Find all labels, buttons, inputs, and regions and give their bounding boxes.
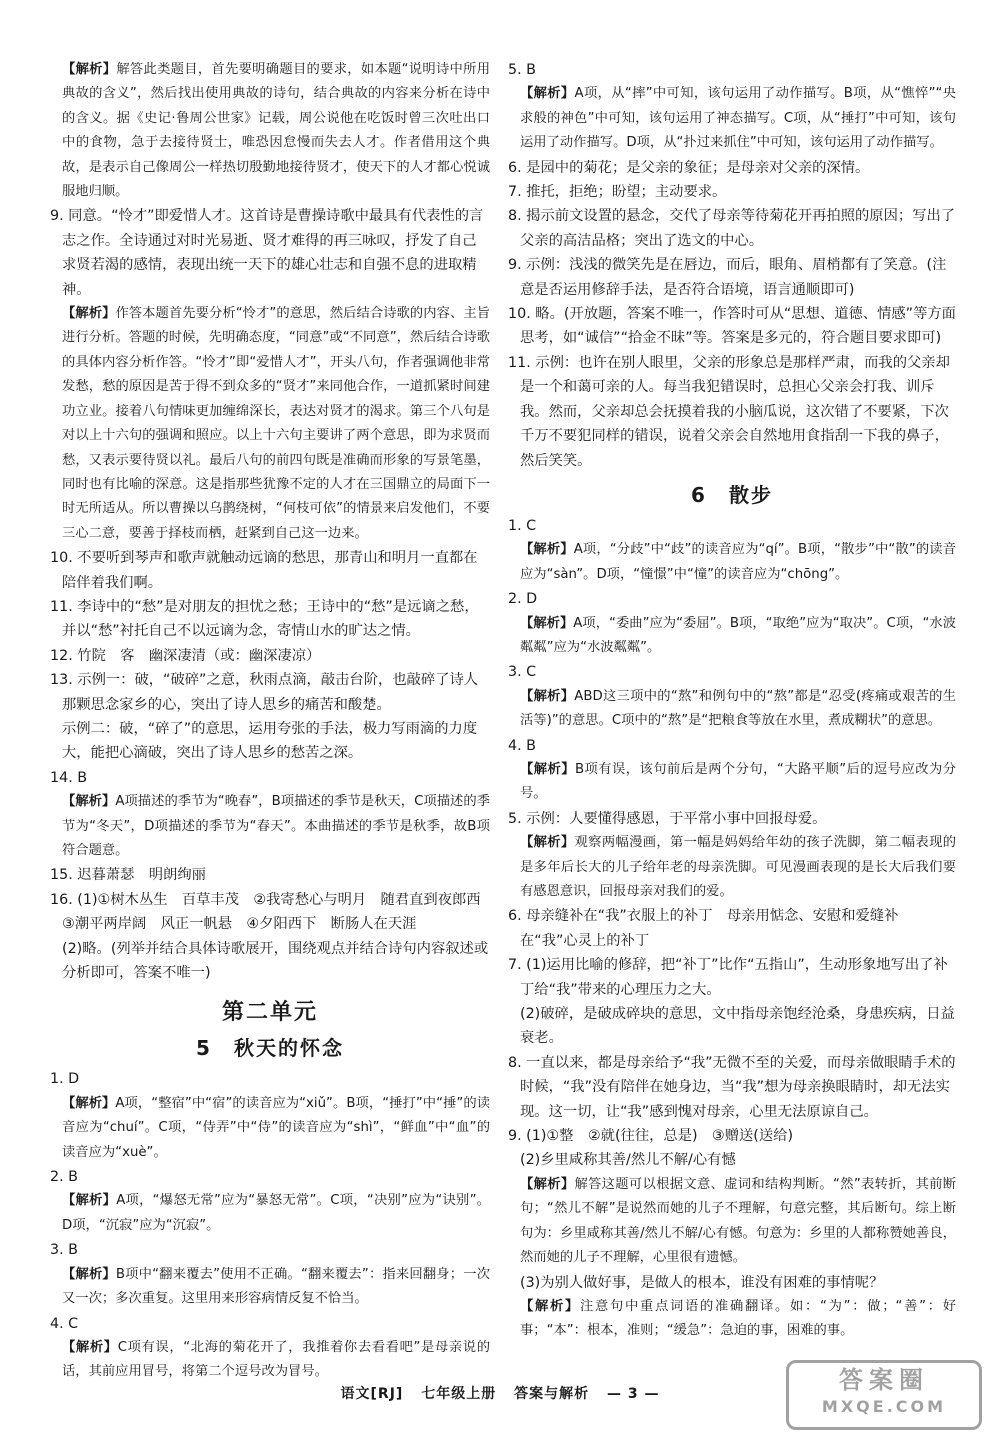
answer-item: [508, 807, 956, 831]
analysis-tag: 【解析】: [520, 1298, 581, 1314]
page-number: — 3 —: [606, 1386, 660, 1402]
answer-item: [508, 1051, 956, 1124]
analysis-block: [50, 58, 490, 204]
analysis-tag: 【解析】: [520, 761, 575, 777]
block-text: 6 散步: [691, 482, 773, 507]
analysis-block: [50, 1336, 490, 1385]
block-text: 8. 一直以来，都是母亲给予“我”无微不至的关爱，而母亲做眼睛手术的时候，“我”没有陪伴在她身边，当“我”想为母亲换眼睛时，却无法实现。这一切，让“我”感到愧对母亲，心里无法原谅自己。: [508, 1054, 956, 1120]
analysis-tag: 【解析】: [62, 1266, 116, 1282]
block-text: 4. B: [508, 737, 536, 754]
answer-subitem: [508, 1148, 956, 1172]
right-column: [508, 58, 956, 1344]
answer-item: [508, 734, 956, 758]
answer-item: [50, 888, 490, 912]
answer-item: [50, 546, 490, 595]
analysis-tag: 【解析】: [520, 835, 575, 851]
answer-item: [50, 204, 490, 302]
block-text: 11. 李诗中的“愁”是对朋友的担忧之愁；王诗中的“愁”是远谪之愁，并以“愁”衬托自己不以远谪为念，寄情山水的旷达之情。: [50, 598, 479, 640]
watermark-logo: [786, 1360, 982, 1430]
analysis-block: [508, 831, 956, 904]
block-text: 14. B: [50, 769, 88, 786]
block-text: 8. 揭示前文设置的悬念，交代了母亲等待菊花开再拍照的原因；写出了父亲的高洁品格；突出了选文的中心。: [508, 208, 956, 249]
answer-subitem: [508, 1002, 956, 1051]
answer-item: [508, 351, 956, 473]
block-text: 2. D: [508, 591, 538, 608]
answer-item: [50, 863, 490, 887]
block-text: 作答本题首先要分析“怜才”的意思，然后结合诗歌的内容、主旨进行分析。答题的时候，先明确态度，“同意”或“不同意”，然后结合诗歌的具体内容分析作答。“怜才”即“爱惜人才”，开头八句，作者强调他非常发愁，愁的原因是苦于得不到众多的“贤才”来同他合作，一道抓紧时间建功立业。接着八句情味更加缠绵深长，表达对贤才的渴求。第三个八句是对以上十六句的强调和照应。以上十六句主要讲了两个意思，即为求贤而愁，又表示要待贤以礼。最后八句的前四句既是准确而形象的写景笔墨，同时也有比喻的深意。这是指那些犹豫不定的人才在三国鼎立的局面下一时无所适从。所以曹操以乌鹊绕树，“何枝可依”的情景来启发他们，不要三心二意，要善于择枝而栖，赶紧到自己这一边来。: [62, 306, 491, 541]
analysis-block: [508, 758, 956, 807]
block-text: A项，“整宿”中“宿”的读音应为“xiǔ”。B项，“捶打”中“捶”的读音应为“chuí”。C项，“侍弄”中“侍”的读音应为“shì”，“鲜血”中“血”的读音应为“xuè”。: [62, 1095, 490, 1160]
block-text: 12. 竹院 客 幽深凄清（或：幽深凄凉）: [50, 647, 321, 664]
analysis-block: [508, 538, 956, 587]
block-text: 3. C: [508, 664, 537, 681]
analysis-block: [508, 612, 956, 661]
block-text: 9. 同意。“怜才”即爱惜人才。这首诗是曹操诗歌中最具有代表性的言志之作。全诗通过对时光易逝、贤才难得的再三咏叹，抒发了自己求贤若渴的感情，表现出统一天下的雄心壮志和自强不息的进取精神。: [50, 208, 484, 298]
analysis-block: [508, 1173, 956, 1271]
analysis-block: [508, 82, 956, 155]
answer-item: [508, 953, 956, 1002]
block-text: 1. C: [508, 517, 537, 534]
block-text: 7. (1)运用比喻的修辞，把“补丁”比作“五指山”，生动形象地写出了补丁给“我”带来的心理压力之大。: [508, 957, 948, 998]
block-text: 10. 不要听到琴声和歌声就触动远谪的愁思，那青山和明月一直都在陪伴着我们啊。: [50, 550, 478, 591]
footer-grade: 七年级上册: [421, 1386, 497, 1402]
block-text: B项中“翻来覆去”使用不正确。“翻来覆去”：指来回翻身；一次又一次；多次重复。这里用来形容病情反复不恰当。: [62, 1266, 491, 1307]
answer-item: [508, 904, 956, 953]
block-text: A项，从“摔”中可知，该句运用了动作描写。B项，从“憔悴”“央求般的神色”中可知，该句运用了神态描写。C项，从“捶打”中可知，该句运用了动作描写。D项，从“扑过来抓住”中可知，该句运用了动作描写。: [520, 86, 956, 151]
watermark-url: MXQE.COM: [821, 1397, 947, 1416]
answer-item: [50, 644, 490, 668]
answer-item: [508, 204, 956, 253]
analysis-block: [508, 685, 956, 734]
block-text: ABD这三项中的“熬”和例句中的“熬”都是“忍受(疼痛或艰苦的生活等)”的意思。C项中的“熬”是“把粮食等放在水里，煮成糊状”的意思。: [520, 688, 956, 729]
block-text: A项，“委曲”应为“委屈”。B项，“取绝”应为“取决”。C项，“水波粼粼”应为“水波粼粼”。: [520, 615, 956, 655]
block-text: 5 秋天的怀念: [196, 1036, 344, 1061]
answer-item: [508, 253, 956, 302]
answer-subitem: [50, 937, 490, 986]
answer-item: [508, 156, 956, 180]
block-text: (2)略。(列举并结合具体诗歌展开，围绕观点并结合诗句内容叙述或分析即可，答案不唯一): [62, 940, 489, 982]
answer-item: [508, 180, 956, 204]
analysis-block: [50, 1263, 490, 1312]
lesson-heading: [508, 479, 956, 508]
analysis-block: [50, 790, 490, 863]
block-text: 11. 示例：也许在别人眼里，父亲的形象总是那样严肃，而我的父亲却是一个和蔼可亲的人。每当我犯错误时，总担心父亲会打我、训斥我。然而，父亲却总会抚摸着我的小脑瓜说，这次错了不要紧，下次千万不要犯同样的错误，说着父亲会自然地用食指刮一下我的鼻子，然后笑笑。: [508, 354, 950, 469]
answer-item: [50, 668, 490, 717]
block-text: 6. 是园中的菊花；是父亲的象征；是母亲对父亲的深情。: [508, 159, 870, 176]
block-text: 3. B: [50, 1242, 78, 1259]
analysis-tag: 【解析】: [520, 615, 574, 631]
answer-item: [50, 766, 490, 790]
analysis-block: [50, 1092, 490, 1165]
answer-item: [50, 595, 490, 644]
block-text: 7. 推托，拒绝；盼望；主动要求。: [508, 184, 727, 201]
analysis-tag: 【解析】: [62, 794, 116, 810]
answer-item: [50, 1312, 490, 1336]
answer-item: [50, 1165, 490, 1189]
block-text: 注意句中重点词语的准确翻译。如：“为”：做；“善”：好事；“本”：根本，准则；“缓急”：急迫的事，困难的事。: [520, 1298, 957, 1339]
answer-item: [50, 1067, 490, 1091]
answer-item: [508, 302, 956, 351]
footer-subject: 语文[RJ]: [340, 1386, 404, 1402]
block-text: 观察两幅漫画，第一幅是妈妈给年幼的孩子洗脚，第二幅表现的是多年后长大的儿子给年老的母亲洗脚。可见漫画表现的是长大后我们要有感恩意识，回报母亲对我们的爱。: [520, 835, 957, 899]
block-text: 9. 示例：浅浅的微笑先是在唇边，而后，眼角、眉梢都有了笑意。(注意是否运用修辞手法，是否符合语境，语言通顺即可): [508, 257, 947, 298]
answer-item: [508, 514, 956, 538]
block-text: (3)为别人做好事，是做人的根本，谁没有困难的事情呢？: [520, 1274, 884, 1291]
block-text: 9. (1)①整 ②就(往往，总是) ③赠送(送给): [508, 1128, 794, 1145]
block-text: 第二单元: [221, 1000, 318, 1026]
block-text: 5. B: [508, 62, 536, 78]
block-text: 解答这题可以根据文意、虚词和结构判断。“然”表转折，其前断句；“然儿不解”是说然而她的儿子不理解，句意完整，其后断句。综上断句为：乡里咸称其善/然儿不解/心有憾。句意为：乡里的人都称赞她善良，然而她的儿子不理解，心里很有遗憾。: [520, 1176, 957, 1266]
block-text: A项，“分歧”中“歧”的读音应为“qí”。B项，“散步”中“散”的读音应为“sàn”。D项，“憧憬”中“憧”的读音应为“chōng”。: [520, 542, 956, 582]
block-text: C项有误，“北海的菊花开了，我推着你去看看吧”是母亲说的话，其前应用冒号，将第二个逗号改为冒号。: [62, 1339, 491, 1380]
block-text: ③潮平两岸阔 风正一帆悬 ④夕阳西下 断肠人在天涯: [62, 916, 417, 933]
block-text: 6. 母亲缝补在“我”衣服上的补丁 母亲用惦念、安慰和爱缝补在“我”心灵上的补丁: [508, 908, 899, 949]
analysis-tag: 【解析】: [520, 86, 575, 102]
block-text: (2)乡里咸称其善/然儿不解/心有憾: [520, 1152, 736, 1169]
block-text: 4. C: [50, 1315, 79, 1332]
answer-item: [508, 1124, 956, 1148]
block-text: B项有误，该句前后是两个分句，“大路平顺”后的逗号应改为分号。: [520, 761, 957, 802]
block-text: 示例二：破，“碎了”的意思，运用夸张的手法，极力写雨滴的力度大，能把心滴破，突出了诗人思乡的愁苦之深。: [62, 720, 478, 762]
analysis-tag: 【解析】: [520, 542, 574, 558]
block-text: (2)破碎，是破成碎块的意思，文中指母亲饱经沧桑，身患疾病，日益衰老。: [520, 1006, 955, 1047]
answer-item: [508, 660, 956, 684]
left-column: [50, 58, 490, 1385]
analysis-block: [50, 302, 490, 546]
analysis-tag: 【解析】: [62, 1095, 116, 1111]
lesson-heading: [50, 1032, 490, 1061]
analysis-tag: 【解析】: [62, 306, 116, 322]
block-text: 16. (1)①树木丛生 百草丰茂 ②我寄愁心与明月 随君直到夜郎西: [50, 891, 481, 908]
analysis-tag: 【解析】: [62, 1339, 118, 1355]
answer-subitem: [50, 912, 490, 936]
analysis-tag: 【解析】: [520, 1176, 575, 1192]
block-text: 13. 示例一：破，“破碎”之意，秋雨点滴，敲击台阶，也敲碎了诗人那颗思念家乡的心，突出了诗人思乡的痛苦和酸楚。: [50, 672, 479, 713]
block-text: 10. 略。(开放题，答案不唯一，作答时可从“思想、道德、情感”等方面思考，如“诚信”“拾金不昧”等。答案是多元的，符合题目要求即可): [508, 306, 956, 347]
analysis-block: [50, 1189, 490, 1238]
analysis-tag: 【解析】: [62, 1193, 117, 1209]
answer-item: [508, 58, 956, 82]
answer-item: [508, 587, 956, 611]
block-text: 5. 示例：人要懂得感恩，于平常小事中回报母爱。: [508, 810, 827, 827]
block-text: A项描述的季节为“晚春”，B项描述的季节是秋天，C项描述的季节为“冬天”，D项描述的季节为“春天”。本曲描述的季节是秋季，故B项符合题意。: [62, 794, 491, 858]
block-text: 1. D: [50, 1071, 80, 1088]
unit-heading: [50, 995, 490, 1026]
block-text: 解答此类题目，首先要明确题目的要求，如本题“说明诗中所用典故的含义”，然后找出使用典故的诗句，结合典故的内容来分析在诗中的含义。据《史记·鲁周公世家》记载，周公说他在吃饭时曾三次吐出口中的食物，急于去接待贤士，唯恐因怠慢而失去人才。作者借用这个典故，是表示自己像周公一样热切殷勤地接待贤才，使天下的人才都心悦诚服地归顺。: [62, 62, 491, 200]
watermark-title: 答案圈: [839, 1366, 929, 1394]
block-text: 15. 迟暮萧瑟 明朗绚丽: [50, 867, 206, 884]
block-text: 2. B: [50, 1169, 78, 1186]
analysis-tag: 【解析】: [520, 688, 575, 704]
analysis-block: [508, 1295, 956, 1344]
answer-subitem: [50, 717, 490, 766]
footer-section: 答案与解析: [514, 1386, 590, 1402]
answer-item: [50, 1238, 490, 1262]
analysis-tag: 【解析】: [62, 62, 117, 77]
block-text: A项，“爆怒无常”应为“暴怒无常”。C项，“决别”应为“诀别”。D项，“沉寂”应为“沉寂”。: [62, 1193, 491, 1233]
answer-subitem: [508, 1271, 956, 1295]
